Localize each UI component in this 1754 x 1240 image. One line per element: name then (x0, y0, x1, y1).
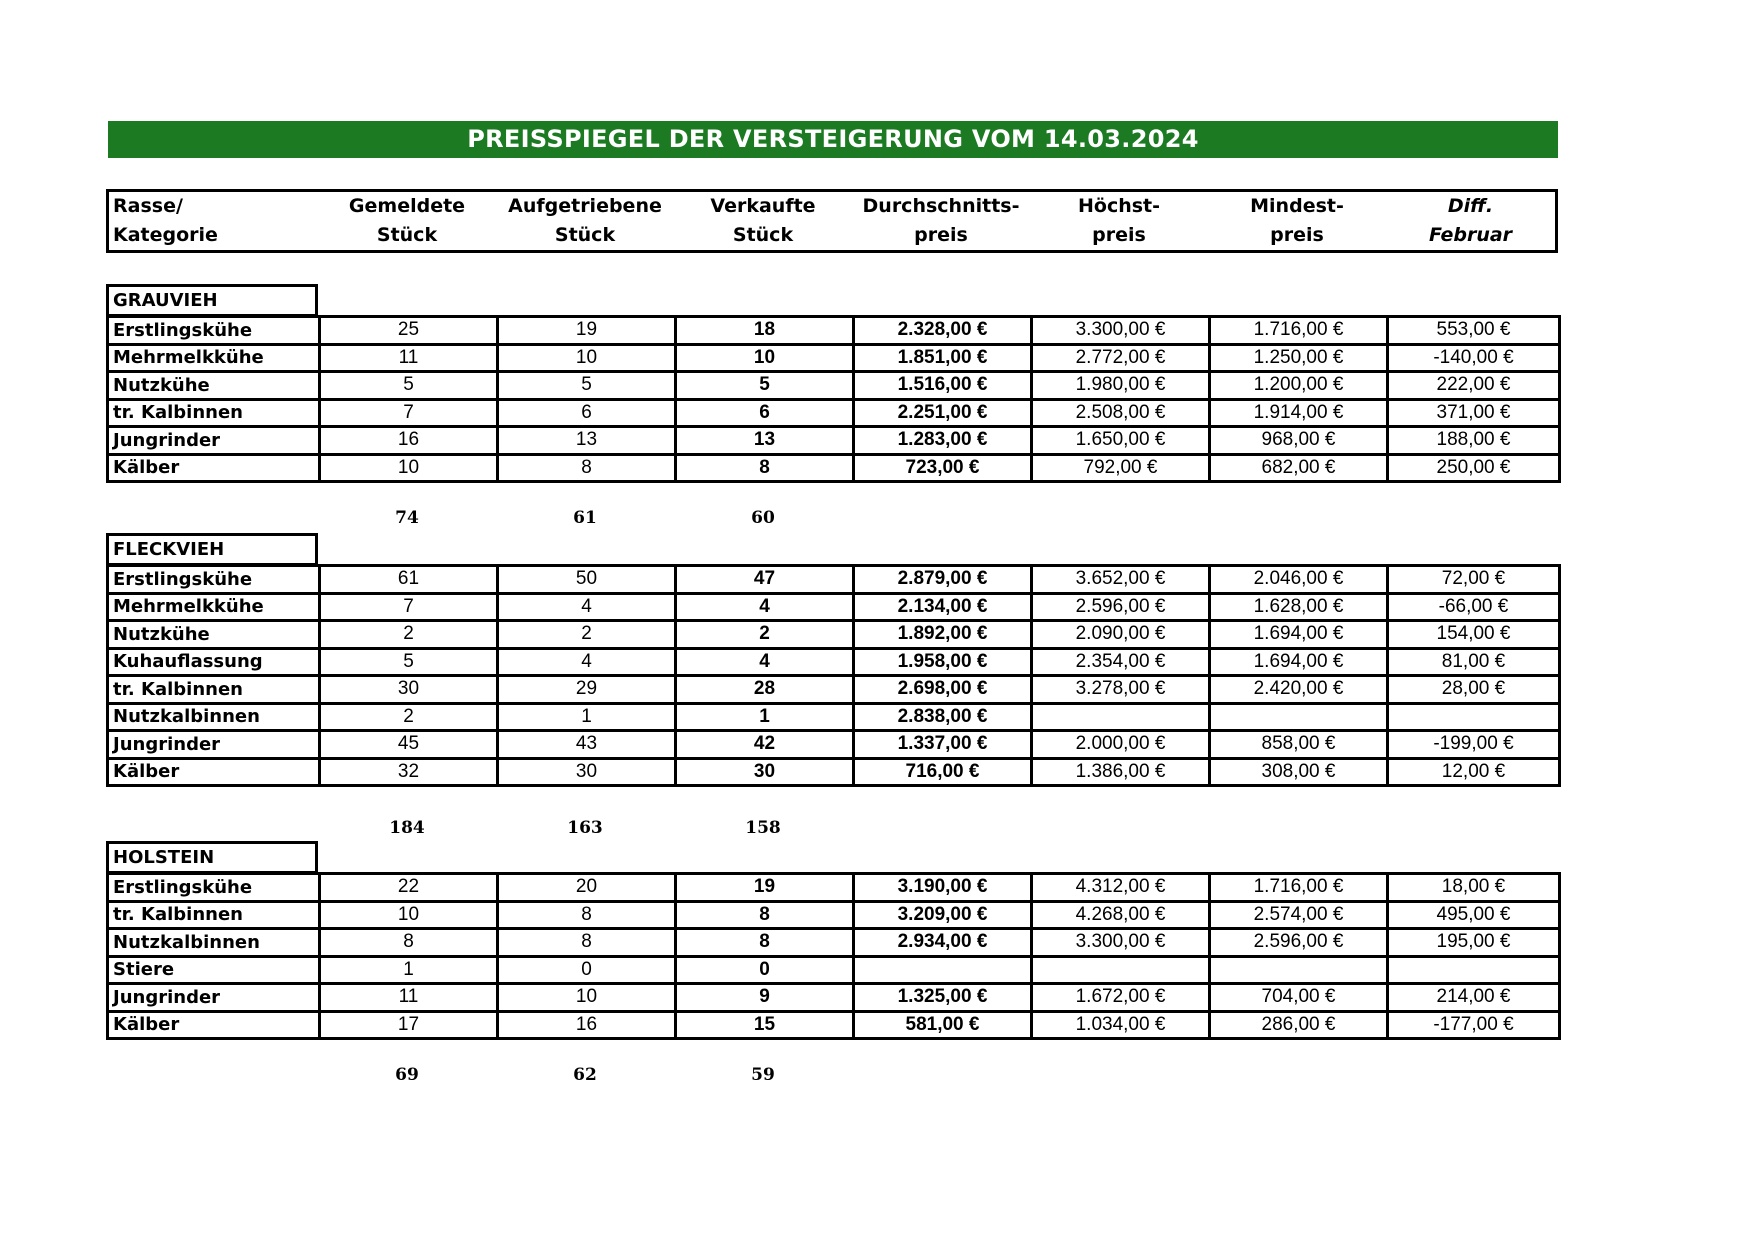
category-cell: Erstlingskühe (108, 874, 320, 902)
table-row (108, 676, 1560, 704)
value-cell: 61 (320, 566, 498, 594)
header-line: Durchschnitts- (862, 195, 1020, 217)
value-cell: 2 (498, 621, 676, 649)
total-value: 69 (395, 1065, 419, 1085)
value-cell: 371,00 € (1388, 399, 1560, 427)
value-cell: 3.190,00 € (854, 874, 1032, 902)
table-row (108, 929, 1560, 957)
value-cell: 16 (498, 1011, 676, 1039)
value-cell (854, 956, 1032, 984)
value-cell: 6 (676, 399, 854, 427)
header-line: Mindest- (1250, 195, 1344, 217)
header-line: Stück (554, 224, 616, 246)
value-cell: 13 (498, 427, 676, 455)
header-line: Verkaufte (710, 195, 816, 217)
value-cell: 8 (676, 929, 854, 957)
table-row (108, 454, 1560, 482)
total-value: 74 (395, 508, 419, 528)
total-value: 61 (573, 508, 597, 528)
value-cell: 47 (676, 566, 854, 594)
value-cell: 30 (498, 758, 676, 786)
value-cell: 42 (676, 731, 854, 759)
header-gemeldete (318, 192, 496, 250)
value-cell: 2 (320, 703, 498, 731)
value-cell: 2.251,00 € (854, 399, 1032, 427)
value-cell: 581,00 € (854, 1011, 1032, 1039)
value-cell (1032, 703, 1210, 731)
value-cell: 19 (498, 317, 676, 345)
total-value: 163 (567, 818, 603, 838)
category-cell: Nutzkalbinnen (108, 703, 320, 731)
value-cell: 5 (320, 372, 498, 400)
value-cell: 50 (498, 566, 676, 594)
value-cell: 7 (320, 399, 498, 427)
value-cell: 8 (676, 901, 854, 929)
value-cell: 195,00 € (1388, 929, 1560, 957)
category-cell: Nutzkühe (108, 372, 320, 400)
value-cell: 2.879,00 € (854, 566, 1032, 594)
value-cell: 10 (498, 984, 676, 1012)
header-hoechstpreis (1030, 192, 1208, 250)
value-cell: 3.209,00 € (854, 901, 1032, 929)
value-cell: 1 (676, 703, 854, 731)
value-cell: 4 (498, 648, 676, 676)
category-cell: Jungrinder (108, 731, 320, 759)
header-verkaufte (674, 192, 852, 250)
value-cell: 43 (498, 731, 676, 759)
value-cell: -66,00 € (1388, 593, 1560, 621)
value-cell: 4.268,00 € (1032, 901, 1210, 929)
value-cell: 8 (320, 929, 498, 957)
value-cell: 3.300,00 € (1032, 317, 1210, 345)
value-cell: 6 (498, 399, 676, 427)
value-cell (1388, 703, 1560, 731)
section-label: GRAUVIEH (106, 284, 318, 317)
header-line: Februar (1428, 224, 1513, 246)
value-cell: 1.694,00 € (1210, 648, 1388, 676)
value-cell: 72,00 € (1388, 566, 1560, 594)
value-cell: 2.134,00 € (854, 593, 1032, 621)
value-cell: 553,00 € (1388, 317, 1560, 345)
value-cell: 0 (498, 956, 676, 984)
value-cell: 7 (320, 593, 498, 621)
table-row (108, 593, 1560, 621)
header-line: Aufgetriebene (508, 195, 662, 217)
table-row (108, 317, 1560, 345)
value-cell: 3.278,00 € (1032, 676, 1210, 704)
table-row (108, 648, 1560, 676)
value-cell: 2.596,00 € (1032, 593, 1210, 621)
section-table (106, 564, 1561, 787)
section-table (106, 872, 1561, 1040)
value-cell: 2.838,00 € (854, 703, 1032, 731)
value-cell: 1.716,00 € (1210, 874, 1388, 902)
value-cell: 2.090,00 € (1032, 621, 1210, 649)
table-row (108, 1011, 1560, 1039)
value-cell: 12,00 € (1388, 758, 1560, 786)
value-cell: 723,00 € (854, 454, 1032, 482)
header-line: preis (1092, 224, 1146, 246)
section-label: HOLSTEIN (106, 841, 318, 874)
page-title: PREISSPIEGEL DER VERSTEIGERUNG VOM 14.03.2024 (108, 121, 1558, 158)
value-cell: 222,00 € (1388, 372, 1560, 400)
category-cell: Kuhauflassung (108, 648, 320, 676)
value-cell: 1.516,00 € (854, 372, 1032, 400)
value-cell: 495,00 € (1388, 901, 1560, 929)
value-cell (1388, 956, 1560, 984)
value-cell: 1.851,00 € (854, 344, 1032, 372)
category-cell: Kälber (108, 1011, 320, 1039)
value-cell: 5 (498, 372, 676, 400)
category-cell: Nutzkühe (108, 621, 320, 649)
total-value: 59 (751, 1065, 775, 1085)
value-cell: 28 (676, 676, 854, 704)
header-durchschnittspreis (852, 192, 1030, 250)
value-cell: 858,00 € (1210, 731, 1388, 759)
value-cell: 1.958,00 € (854, 648, 1032, 676)
value-cell: 81,00 € (1388, 648, 1560, 676)
table-row (108, 621, 1560, 649)
value-cell: 5 (676, 372, 854, 400)
header-aufgetriebene (496, 192, 674, 250)
header-line: preis (914, 224, 968, 246)
value-cell: 1.325,00 € (854, 984, 1032, 1012)
category-cell: Mehrmelkkühe (108, 344, 320, 372)
value-cell: 968,00 € (1210, 427, 1388, 455)
value-cell: 2.328,00 € (854, 317, 1032, 345)
value-cell: 25 (320, 317, 498, 345)
category-cell: tr. Kalbinnen (108, 676, 320, 704)
table-row (108, 731, 1560, 759)
table-row (108, 901, 1560, 929)
value-cell: 9 (676, 984, 854, 1012)
category-cell: Mehrmelkkühe (108, 593, 320, 621)
value-cell: 45 (320, 731, 498, 759)
header-line: Stück (376, 224, 438, 246)
value-cell: 8 (498, 901, 676, 929)
category-cell: Erstlingskühe (108, 566, 320, 594)
section-label: FLECKVIEH (106, 533, 318, 566)
table-header (106, 189, 1558, 253)
value-cell: 1.694,00 € (1210, 621, 1388, 649)
value-cell: 17 (320, 1011, 498, 1039)
value-cell: 2.772,00 € (1032, 344, 1210, 372)
value-cell: 1 (320, 956, 498, 984)
value-cell: 3.300,00 € (1032, 929, 1210, 957)
value-cell: 22 (320, 874, 498, 902)
table-row (108, 956, 1560, 984)
value-cell: 1.386,00 € (1032, 758, 1210, 786)
header-rasse-kategorie (109, 192, 322, 250)
value-cell: 250,00 € (1388, 454, 1560, 482)
header-line: Gemeldete (348, 195, 466, 217)
value-cell: 4 (676, 593, 854, 621)
value-cell: 13 (676, 427, 854, 455)
value-cell: 2.046,00 € (1210, 566, 1388, 594)
header-line: Höchst- (1077, 195, 1161, 217)
value-cell: 8 (498, 454, 676, 482)
table-row (108, 399, 1560, 427)
value-cell: 11 (320, 984, 498, 1012)
value-cell: 10 (320, 454, 498, 482)
value-cell: 18 (676, 317, 854, 345)
value-cell: 2.596,00 € (1210, 929, 1388, 957)
value-cell: 1.980,00 € (1032, 372, 1210, 400)
value-cell: 2 (320, 621, 498, 649)
header-line: Rasse/ (113, 195, 183, 217)
value-cell: 1.250,00 € (1210, 344, 1388, 372)
value-cell: 308,00 € (1210, 758, 1388, 786)
value-cell: 2.420,00 € (1210, 676, 1388, 704)
value-cell: 3.652,00 € (1032, 566, 1210, 594)
total-value: 158 (745, 818, 781, 838)
value-cell: 4.312,00 € (1032, 874, 1210, 902)
table-row (108, 758, 1560, 786)
value-cell: 18,00 € (1388, 874, 1560, 902)
value-cell: 1.892,00 € (854, 621, 1032, 649)
value-cell: 2.354,00 € (1032, 648, 1210, 676)
value-cell: 1.672,00 € (1032, 984, 1210, 1012)
value-cell: 4 (498, 593, 676, 621)
value-cell: 8 (676, 454, 854, 482)
category-cell: tr. Kalbinnen (108, 901, 320, 929)
value-cell: 10 (676, 344, 854, 372)
value-cell: 4 (676, 648, 854, 676)
value-cell: 2.508,00 € (1032, 399, 1210, 427)
value-cell: 1.716,00 € (1210, 317, 1388, 345)
value-cell: 5 (320, 648, 498, 676)
value-cell: -199,00 € (1388, 731, 1560, 759)
category-cell: Jungrinder (108, 427, 320, 455)
value-cell: 32 (320, 758, 498, 786)
table-row (108, 566, 1560, 594)
category-cell: Jungrinder (108, 984, 320, 1012)
value-cell: 188,00 € (1388, 427, 1560, 455)
table-row (108, 984, 1560, 1012)
table-row (108, 344, 1560, 372)
value-cell: 792,00 € (1032, 454, 1210, 482)
value-cell: 15 (676, 1011, 854, 1039)
header-diff-februar (1386, 192, 1555, 250)
value-cell: 19 (676, 874, 854, 902)
value-cell (1210, 703, 1388, 731)
value-cell: 1.337,00 € (854, 731, 1032, 759)
value-cell: 286,00 € (1210, 1011, 1388, 1039)
table-row (108, 874, 1560, 902)
value-cell: 1.200,00 € (1210, 372, 1388, 400)
category-cell: Nutzkalbinnen (108, 929, 320, 957)
value-cell: 1.283,00 € (854, 427, 1032, 455)
value-cell: 1.650,00 € (1032, 427, 1210, 455)
value-cell: 2.934,00 € (854, 929, 1032, 957)
section-table (106, 315, 1561, 483)
value-cell: -177,00 € (1388, 1011, 1560, 1039)
value-cell: 28,00 € (1388, 676, 1560, 704)
value-cell: 8 (498, 929, 676, 957)
table-row (108, 372, 1560, 400)
value-cell: 2.574,00 € (1210, 901, 1388, 929)
value-cell: 30 (676, 758, 854, 786)
value-cell (1032, 956, 1210, 984)
value-cell: 2.000,00 € (1032, 731, 1210, 759)
value-cell: 29 (498, 676, 676, 704)
value-cell: 1.914,00 € (1210, 399, 1388, 427)
value-cell: 10 (498, 344, 676, 372)
header-mindestpreis (1208, 192, 1386, 250)
header-line: Diff. (1447, 195, 1494, 217)
value-cell: 30 (320, 676, 498, 704)
category-cell: Kälber (108, 758, 320, 786)
value-cell: 704,00 € (1210, 984, 1388, 1012)
total-value: 60 (751, 508, 775, 528)
value-cell: 1.034,00 € (1032, 1011, 1210, 1039)
value-cell: 682,00 € (1210, 454, 1388, 482)
header-line: preis (1270, 224, 1324, 246)
value-cell: 154,00 € (1388, 621, 1560, 649)
value-cell: 20 (498, 874, 676, 902)
value-cell: 716,00 € (854, 758, 1032, 786)
category-cell: tr. Kalbinnen (108, 399, 320, 427)
value-cell (1210, 956, 1388, 984)
header-line: Kategorie (113, 224, 218, 246)
value-cell: 10 (320, 901, 498, 929)
value-cell: 11 (320, 344, 498, 372)
value-cell: -140,00 € (1388, 344, 1560, 372)
category-cell: Erstlingskühe (108, 317, 320, 345)
value-cell: 0 (676, 956, 854, 984)
value-cell: 2 (676, 621, 854, 649)
value-cell: 1 (498, 703, 676, 731)
category-cell: Kälber (108, 454, 320, 482)
value-cell: 214,00 € (1388, 984, 1560, 1012)
value-cell: 1.628,00 € (1210, 593, 1388, 621)
header-line: Stück (732, 224, 794, 246)
total-value: 62 (573, 1065, 597, 1085)
table-row (108, 703, 1560, 731)
category-cell: Stiere (108, 956, 320, 984)
total-value: 184 (389, 818, 425, 838)
value-cell: 2.698,00 € (854, 676, 1032, 704)
value-cell: 16 (320, 427, 498, 455)
table-row (108, 427, 1560, 455)
